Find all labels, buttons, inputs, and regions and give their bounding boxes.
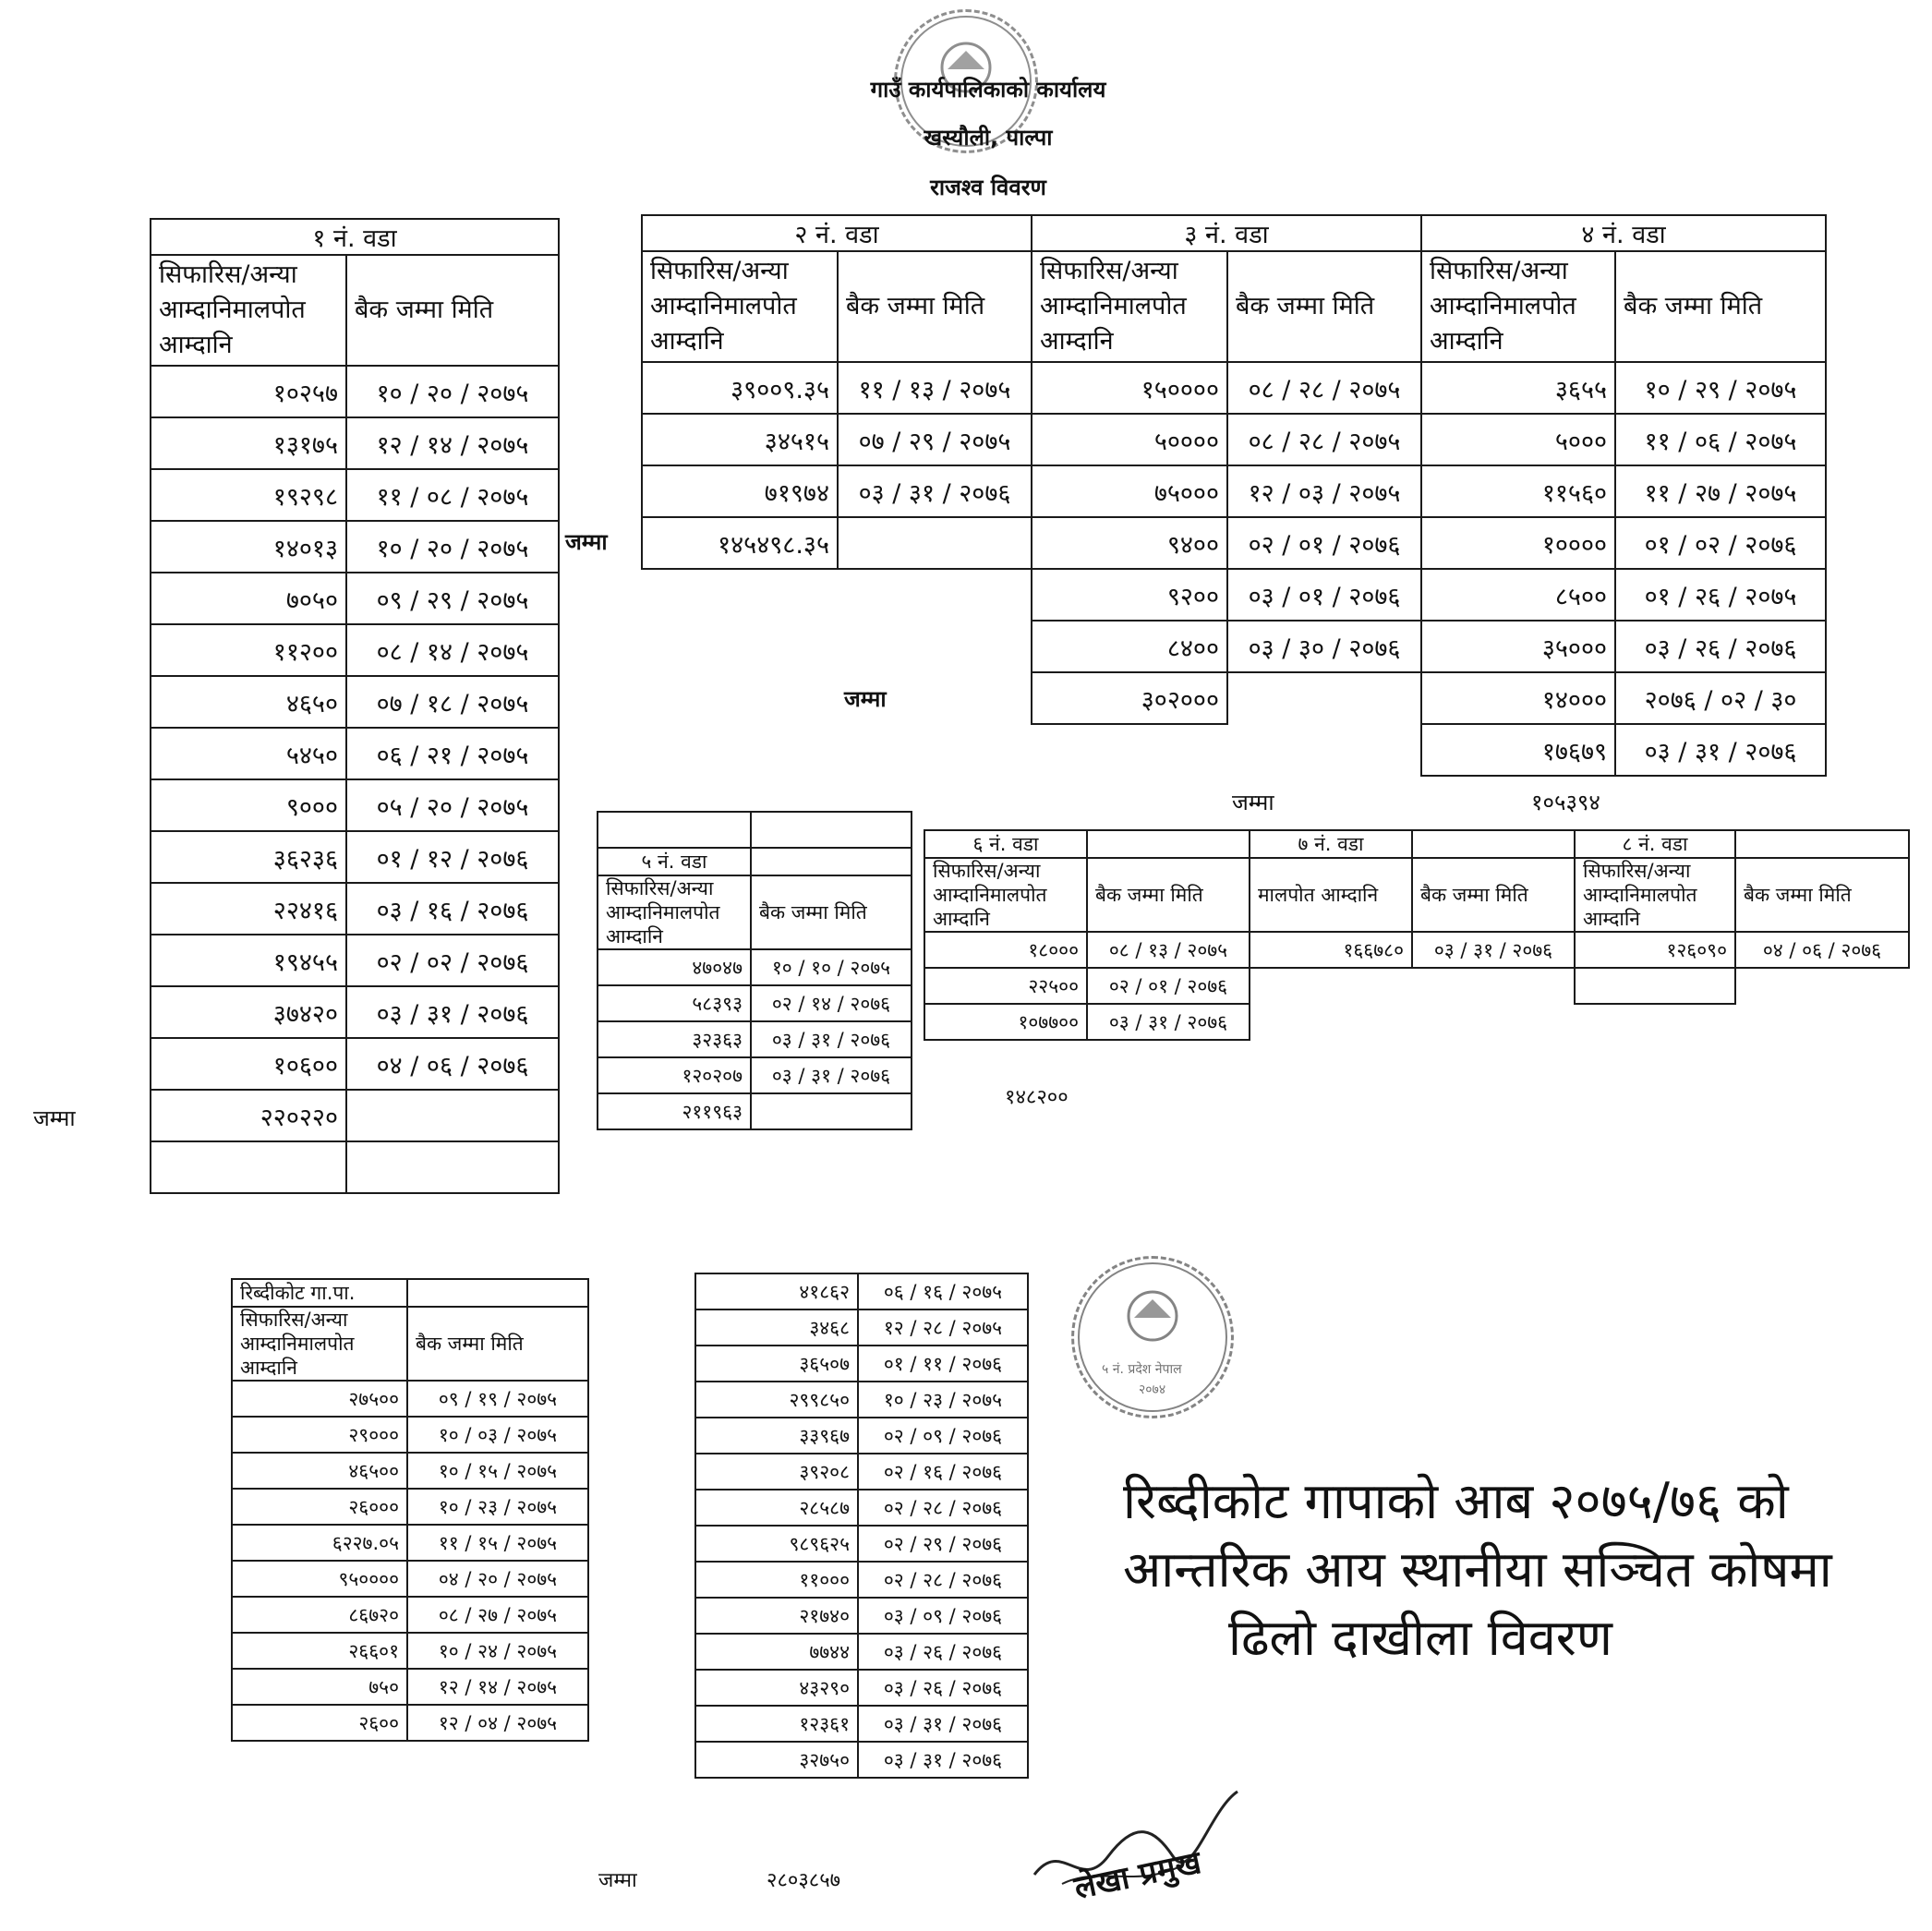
bank-date: ०३ / ३१ / २०७६: [858, 1706, 1028, 1742]
table-row: [232, 1489, 588, 1525]
bank-date: ०५ / २० / २०७५: [346, 779, 559, 831]
bank-date: ०४ / ०६ / २०७६: [346, 1038, 559, 1090]
ward3-total: ३०२०००: [1032, 672, 1227, 724]
gapa-title: रिब्दीकोट गा.पा.: [232, 1279, 407, 1307]
bank-date: ०३ / २६ / २०७६: [1615, 621, 1826, 672]
bank-date: १० / २० / २०७५: [346, 521, 559, 573]
office-seal-bottom: [1071, 1256, 1234, 1418]
bank-date: ०३ / ३१ / २०७६: [858, 1742, 1028, 1778]
income-amount: ४६५००: [232, 1453, 407, 1489]
income-amount: ३६२३६: [151, 831, 346, 883]
income-col-header: सिफारिस/अन्या आम्दानिमालपोत आम्दानि: [232, 1307, 407, 1381]
bank-date: ०३ / ३१ / २०७६: [346, 986, 559, 1038]
income-amount: ३४५१५: [642, 414, 838, 465]
income-amount: ३२७५०: [695, 1742, 858, 1778]
main-title-line2: आन्तरिक आय स्थानीया सञ्चित कोषमा: [1123, 1540, 1832, 1599]
income-amount: ५८३९३: [598, 985, 751, 1021]
table-row: [151, 779, 559, 831]
gapa-total: २८०३८५७: [767, 1869, 841, 1892]
table-row: [695, 1273, 1028, 1309]
seal-province: ५ नं. प्रदेश नेपाल: [1102, 1362, 1182, 1377]
table-row: [232, 1633, 588, 1669]
income-amount: ७७४४: [695, 1634, 858, 1670]
income-amount: २९०००: [232, 1417, 407, 1453]
table-row: [151, 935, 559, 986]
table-row: [598, 949, 912, 985]
ward3-total-label: जम्मा: [844, 686, 887, 712]
ward5-title: ५ नं. वडा: [598, 848, 751, 875]
bank-date: ०४ / ०६ / २०७६: [1735, 932, 1909, 968]
bank-date: ०२ / १६ / २०७६: [858, 1454, 1028, 1490]
ward2-total: १४५४९८.३५: [642, 517, 838, 569]
bank-date: १० / ०३ / २०७५: [407, 1417, 588, 1453]
income-amount: १९२९८: [151, 469, 346, 521]
ward1-table: [150, 218, 560, 1194]
ward5-table: [597, 811, 912, 1130]
ward3-title: ३ नं. वडा: [1032, 215, 1421, 251]
bank-date: ०३ / १६ / २०७६: [346, 883, 559, 935]
income-col-header: सिफारिस/अन्या आम्दानिमालपोत आम्दानि: [1032, 251, 1227, 362]
income-amount: २२४१६: [151, 883, 346, 935]
bank-date: ०९ / १९ / २०७५: [407, 1381, 588, 1417]
table-row: [151, 986, 559, 1038]
table-row: [151, 521, 559, 573]
bank-date: १० / २३ / २०७५: [407, 1489, 588, 1525]
bank-date: ०४ / २० / २०७५: [407, 1561, 588, 1597]
income-amount: २६६०१: [232, 1633, 407, 1669]
income-amount: ४१८६२: [695, 1273, 858, 1309]
income-amount: ९४००: [1032, 517, 1227, 569]
bank-date: ११ / १५ / २०७५: [407, 1525, 588, 1561]
table-row: [695, 1454, 1028, 1490]
bank-date: ०३ / ३१ / २०७६: [751, 1057, 912, 1093]
bank-date: ०३ / ०१ / २०७६: [1227, 569, 1421, 621]
bank-date: ०१ / १२ / २०७६: [346, 831, 559, 883]
gapa-total-label: जम्मा: [598, 1869, 637, 1892]
bank-date: ०२ / ०१ / २०७६: [1227, 517, 1421, 569]
bank-date: १२ / १४ / २०७५: [407, 1669, 588, 1705]
income-amount: १२०२०७: [598, 1057, 751, 1093]
income-amount: १७६७९: [1421, 724, 1615, 776]
ward2-total-label: जम्मा: [565, 529, 608, 555]
table-row: [695, 1706, 1028, 1742]
bank-date: ०१ / ०२ / २०७६: [1615, 517, 1826, 569]
income-col-header: सिफारिस/अन्या आम्दानिमालपोत आम्दानि: [598, 875, 751, 949]
bank-date: १२ / ०३ / २०७५: [1227, 465, 1421, 517]
income-amount: १२६०९०: [1575, 932, 1735, 968]
bank-date: १० / २४ / २०७५: [407, 1633, 588, 1669]
table-row: [642, 672, 1826, 724]
ward8-title: ८ नं. वडा: [1575, 830, 1735, 858]
bank-date: ०३ / ०९ / २०७६: [858, 1598, 1028, 1634]
income-amount: ३३९६७: [695, 1418, 858, 1454]
bank-date: ०८ / २७ / २०७५: [407, 1597, 588, 1633]
bank-date-col-header: बैक जम्मा मिति: [1412, 858, 1575, 932]
bank-date-col-header: बैक जम्मा मिति: [1735, 858, 1909, 932]
income-amount: ३७४२०: [151, 986, 346, 1038]
bank-date: ०२ / १४ / २०७६: [751, 985, 912, 1021]
table-row: [642, 465, 1826, 517]
table-row: [695, 1562, 1028, 1598]
income-amount: ३९२०८: [695, 1454, 858, 1490]
bank-date: ०३ / २६ / २०७६: [858, 1634, 1028, 1670]
bank-date: ०६ / १६ / २०७५: [858, 1273, 1028, 1309]
income-amount: १००००: [1421, 517, 1615, 569]
bank-date: ०२ / २८ / २०७६: [858, 1562, 1028, 1598]
income-amount: ५४५०: [151, 728, 346, 779]
ward4-title: ४ नं. वडा: [1421, 215, 1826, 251]
income-amount: ८४००: [1032, 621, 1227, 672]
income-amount: १०६००: [151, 1038, 346, 1090]
malpot-col-header: मालपोत आम्दानि: [1250, 858, 1412, 932]
bank-date: ०३ / ३० / २०७६: [1227, 621, 1421, 672]
table-row: [232, 1417, 588, 1453]
ward1-total: २२०२२०: [151, 1090, 346, 1141]
table-row: [642, 724, 1826, 776]
income-col-header: सिफारिस/अन्या आम्दानिमालपोत आम्दानि: [151, 255, 346, 366]
income-amount: १५००००: [1032, 362, 1227, 414]
table-row: [695, 1309, 1028, 1346]
bank-date: ०२ / २९ / २०७६: [858, 1526, 1028, 1562]
table-row: [598, 985, 912, 1021]
income-amount: ५००००: [1032, 414, 1227, 465]
table-row: [642, 362, 1826, 414]
bank-date: १२ / २८ / २०७५: [858, 1309, 1028, 1346]
bank-date: ०८ / १३ / २०७५: [1087, 932, 1250, 968]
bank-date: ११ / २७ / २०७५: [1615, 465, 1826, 517]
income-amount: १०२५७: [151, 366, 346, 417]
bank-date: १० / १० / २०७५: [751, 949, 912, 985]
income-amount: २९९८५०: [695, 1382, 858, 1418]
bank-date: ०२ / ०१ / २०७६: [1087, 968, 1250, 1004]
table-row: [695, 1382, 1028, 1418]
income-col-header: सिफारिस/अन्या आम्दानिमालपोत आम्दानि: [642, 251, 838, 362]
table-row: [695, 1634, 1028, 1670]
bank-date: ०१ / २६ / २०७५: [1615, 569, 1826, 621]
bank-date: ०८ / १४ / २०७५: [346, 624, 559, 676]
bank-date: ०३ / ३१ / २०७६: [1412, 932, 1575, 968]
main-title-line3: ढिलो दाखीला विवरण: [1228, 1609, 1612, 1667]
bank-date: ११ / ०८ / २०७५: [346, 469, 559, 521]
income-amount: ४३२९०: [695, 1670, 858, 1706]
bank-date-col-header: बैक जम्मा मिति: [407, 1307, 588, 1381]
table-row: [151, 469, 559, 521]
table-row: [924, 1004, 1909, 1040]
bank-date: ०२ / ०९ / २०७६: [858, 1418, 1028, 1454]
income-amount: १३१७५: [151, 417, 346, 469]
bank-date: ०६ / २१ / २०७५: [346, 728, 559, 779]
report-heading: राजश्व विवरण: [930, 175, 1046, 200]
income-amount: ११०००: [695, 1562, 858, 1598]
gapa-cont-table: [694, 1273, 1029, 1779]
bank-date: २०७६ / ०२ / ३०: [1615, 672, 1826, 724]
table-row: [232, 1669, 588, 1705]
income-amount: ९५००००: [232, 1561, 407, 1597]
bank-date: ०८ / २८ / २०७५: [1227, 414, 1421, 465]
bank-date: ०३ / २६ / २०७६: [858, 1670, 1028, 1706]
income-amount: ७१९७४: [642, 465, 838, 517]
bank-date: १० / २९ / २०७५: [1615, 362, 1826, 414]
income-amount: ७५०: [232, 1669, 407, 1705]
table-row: [598, 1057, 912, 1093]
income-amount: ३४६८: [695, 1309, 858, 1346]
bank-date: ०९ / २९ / २०७५: [346, 573, 559, 624]
income-amount: ११५६०: [1421, 465, 1615, 517]
table-row: [642, 621, 1826, 672]
gapa-table: [231, 1278, 589, 1742]
table-row: [695, 1526, 1028, 1562]
table-row: [642, 414, 1826, 465]
income-col-header: सिफारिस/अन्या आम्दानिमालपोत आम्दानि: [1421, 251, 1615, 362]
table-row: [151, 831, 559, 883]
income-amount: १८०००: [924, 932, 1087, 968]
bank-date: १२ / ०४ / २०७५: [407, 1705, 588, 1741]
bank-date-col-header: बैक जम्मा मिति: [1087, 858, 1250, 932]
bank-date: १० / २० / २०७५: [346, 366, 559, 417]
income-amount: १४०१३: [151, 521, 346, 573]
bank-date-col-header: बैक जम्मा मिति: [751, 875, 912, 949]
income-amount: ३२३६३: [598, 1021, 751, 1057]
ward234-table: [641, 214, 1827, 777]
bank-date: ०८ / २८ / २०७५: [1227, 362, 1421, 414]
ward4-total-label: जम्मा: [1232, 790, 1274, 815]
income-amount: २७५००: [232, 1381, 407, 1417]
table-row: [695, 1418, 1028, 1454]
ward1-total-label: जम्मा: [33, 1105, 76, 1131]
table-row: [232, 1381, 588, 1417]
bank-date: ०७ / २९ / २०७५: [838, 414, 1032, 465]
bank-date-col-header: बैक जम्मा मिति: [1227, 251, 1421, 362]
bank-date: ०७ / १८ / २०७५: [346, 676, 559, 728]
income-amount: २१७४०: [695, 1598, 858, 1634]
table-row: [598, 1021, 912, 1057]
income-amount: ३६५५: [1421, 362, 1615, 414]
table-row: [232, 1453, 588, 1489]
income-amount: १९४५५: [151, 935, 346, 986]
bank-date: ०३ / ३१ / २०७६: [1615, 724, 1826, 776]
table-row: [695, 1670, 1028, 1706]
income-amount: १२३६१: [695, 1706, 858, 1742]
office-name: गाउँ कार्यपालिकाको कार्यालय: [870, 77, 1106, 103]
income-amount: २२५००: [924, 968, 1087, 1004]
income-amount: ३५०००: [1421, 621, 1615, 672]
income-amount: ४६५०: [151, 676, 346, 728]
table-row: [695, 1742, 1028, 1778]
table-row: [151, 728, 559, 779]
income-amount: ९२००: [1032, 569, 1227, 621]
income-amount: ७५०००: [1032, 465, 1227, 517]
malpot-amount: १६६७८०: [1250, 932, 1412, 968]
table-row: [151, 1038, 559, 1090]
table-row: [695, 1490, 1028, 1526]
bank-date-col-header: बैक जम्मा मिति: [838, 251, 1032, 362]
table-row: [924, 968, 1909, 1004]
ward6-title: ६ नं. वडा: [924, 830, 1087, 858]
bank-date: १२ / १४ / २०७५: [346, 417, 559, 469]
bank-date: ०१ / ११ / २०७६: [858, 1346, 1028, 1382]
main-title-line1: रिब्दीकोट गापाको आब २०७५/७६ को: [1123, 1472, 1789, 1530]
table-row: [151, 573, 559, 624]
income-amount: ९८९६२५: [695, 1526, 858, 1562]
office-address: खस्यौली, पाल्पा: [924, 125, 1053, 151]
income-amount: ७०५०: [151, 573, 346, 624]
income-amount: ९०००: [151, 779, 346, 831]
table-row: [695, 1346, 1028, 1382]
bank-date: १० / २३ / २०७५: [858, 1382, 1028, 1418]
table-row: [232, 1597, 588, 1633]
income-amount: ८५००: [1421, 569, 1615, 621]
income-amount: ६२२७.०५: [232, 1525, 407, 1561]
table-row: [232, 1705, 588, 1741]
table-row: [151, 883, 559, 935]
ward678-table: [924, 829, 1910, 1041]
income-amount: २६०००: [232, 1489, 407, 1525]
table-row: [151, 366, 559, 417]
income-amount: ५०००: [1421, 414, 1615, 465]
signatory-role: लेखा प्रमुख: [1070, 1843, 1205, 1907]
bank-date: ०२ / ०२ / २०७६: [346, 935, 559, 986]
ward6-total: १४८२००: [1005, 1086, 1069, 1109]
bank-date: ०३ / ३१ / २०७६: [751, 1021, 912, 1057]
table-row: [151, 417, 559, 469]
bank-date: ११ / १३ / २०७५: [838, 362, 1032, 414]
income-amount: २६००: [232, 1705, 407, 1741]
ward2-title: २ नं. वडा: [642, 215, 1032, 251]
bank-date-col-header: बैक जम्मा मिति: [346, 255, 559, 366]
table-row: [695, 1598, 1028, 1634]
income-amount: २८५८७: [695, 1490, 858, 1526]
income-amount: ८६७२०: [232, 1597, 407, 1633]
income-amount: ३६५०७: [695, 1346, 858, 1382]
bank-date: ०३ / ३१ / २०७६: [1087, 1004, 1250, 1040]
income-amount: १०७७००: [924, 1004, 1087, 1040]
ward5-total: २११९६३: [598, 1093, 751, 1129]
table-row: [642, 517, 1826, 569]
table-row: [151, 676, 559, 728]
bank-date: १० / १५ / २०७५: [407, 1453, 588, 1489]
bank-date: ०३ / ३१ / २०७६: [838, 465, 1032, 517]
ward4-total: १०५३९४: [1531, 790, 1600, 815]
bank-date: ०२ / २८ / २०७६: [858, 1490, 1028, 1526]
table-row: [232, 1561, 588, 1597]
table-row: [924, 932, 1909, 968]
seal-year: २०७४: [1139, 1382, 1166, 1397]
table-row: [232, 1525, 588, 1561]
table-row: [642, 569, 1826, 621]
income-col-header: सिफारिस/अन्या आम्दानिमालपोत आम्दानि: [924, 858, 1087, 932]
bank-date-col-header: बैक जम्मा मिति: [1615, 251, 1826, 362]
table-row: [151, 624, 559, 676]
income-col-header: सिफारिस/अन्या आम्दानिमालपोत आम्दानि: [1575, 858, 1735, 932]
ward7-title: ७ नं. वडा: [1250, 830, 1412, 858]
income-amount: ४७०४७: [598, 949, 751, 985]
income-amount: ११२००: [151, 624, 346, 676]
ward1-title: १ नं. वडा: [151, 219, 559, 255]
bank-date: ११ / ०६ / २०७५: [1615, 414, 1826, 465]
income-amount: ३९००९.३५: [642, 362, 838, 414]
income-amount: १४०००: [1421, 672, 1615, 724]
